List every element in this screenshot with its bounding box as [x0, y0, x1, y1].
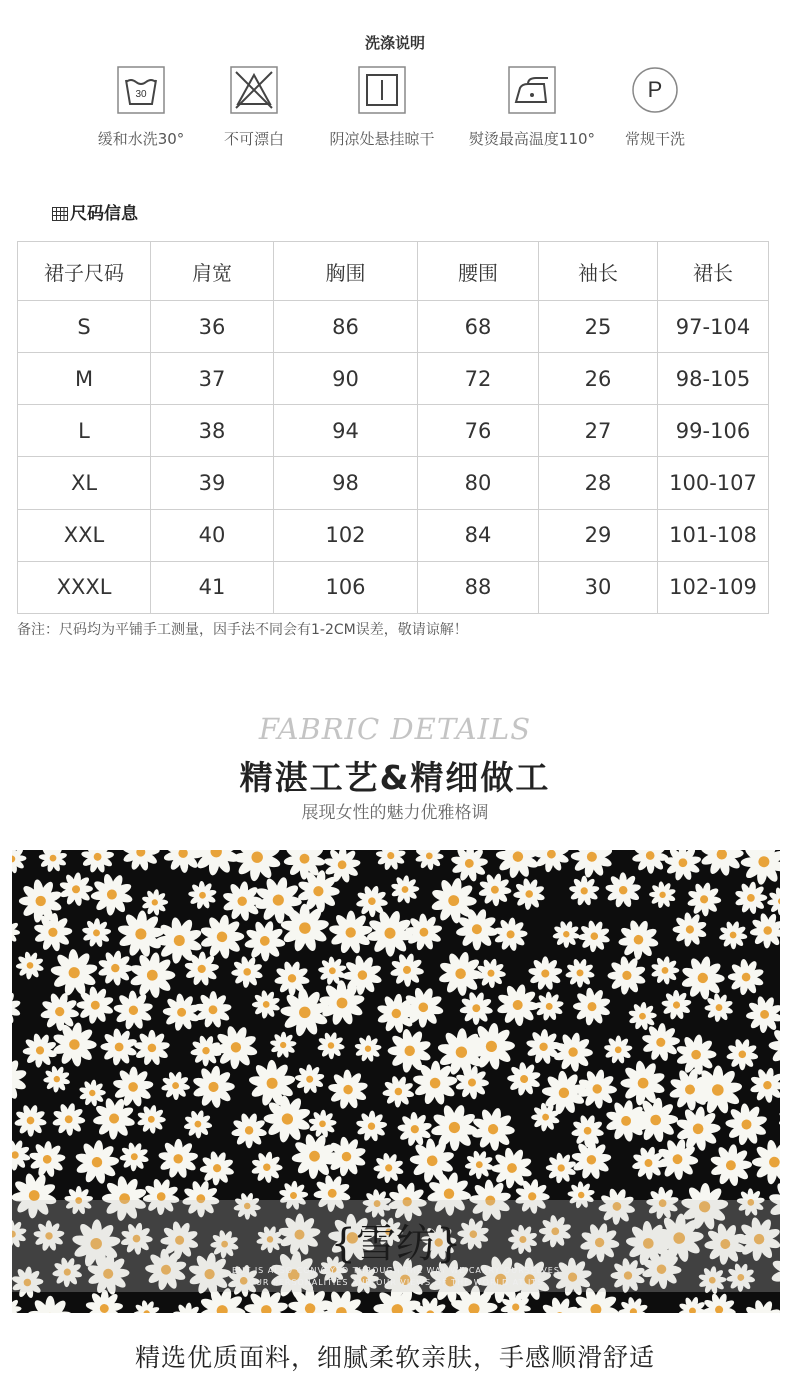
fabric-caption-line1: BUT IS ALSO CONVEYED THROUGH THE WAY WE CARRY OURSELVES — [232, 1266, 560, 1275]
fabric-name: {雪纺} — [330, 1221, 462, 1267]
header-sleeve: 袖长 — [539, 242, 658, 301]
header-waist: 腰围 — [418, 242, 539, 301]
cell-length: 98-105 — [658, 353, 769, 405]
fabric-heading-cn: 精湛工艺&精细做工 — [239, 758, 551, 797]
cell-shoulder: 40 — [151, 509, 274, 561]
svg-text:P: P — [647, 77, 663, 102]
fabric-caption-line2: OUR PERSONALITIES AND OUR VIEWS OF THE WORLD AT ITS — [248, 1278, 544, 1287]
header-bust: 胸围 — [274, 242, 418, 301]
table-row — [18, 509, 769, 561]
header-length: 裙长 — [658, 242, 769, 301]
header-size: 裙子尺码 — [18, 242, 151, 301]
cell-length: 97-104 — [658, 301, 769, 353]
cell-waist: 84 — [418, 509, 539, 561]
cell-sleeve: 29 — [539, 509, 658, 561]
cell-size: XL — [18, 457, 151, 509]
cell-bust: 94 — [274, 405, 418, 457]
cell-sleeve: 27 — [539, 405, 658, 457]
cell-shoulder: 39 — [151, 457, 274, 509]
cell-shoulder: 38 — [151, 405, 274, 457]
care-item-dry — [307, 66, 457, 149]
cell-length: 100-107 — [658, 457, 769, 509]
fabric-heading-en: FABRIC DETAILS — [258, 712, 532, 746]
no-bleach-icon — [230, 66, 278, 114]
cell-waist: 76 — [418, 405, 539, 457]
cell-size: L — [18, 405, 151, 457]
drip-dry-shade-icon — [358, 66, 406, 114]
cell-bust: 106 — [274, 561, 418, 613]
table-row — [18, 457, 769, 509]
cell-length: 102-109 — [658, 561, 769, 613]
cell-sleeve: 28 — [539, 457, 658, 509]
table-grid-icon — [52, 207, 68, 221]
cell-sleeve: 25 — [539, 301, 658, 353]
care-instructions — [0, 66, 790, 166]
wash-30-icon — [117, 66, 165, 114]
cell-waist: 68 — [418, 301, 539, 353]
cell-sleeve: 30 — [539, 561, 658, 613]
iron-icon — [508, 66, 556, 114]
care-label-iron: 熨烫最高温度110° — [468, 130, 596, 148]
care-label-wash: 缓和水洗30° — [97, 130, 185, 148]
table-row — [18, 561, 769, 613]
care-label-bleach: 不可漂白 — [223, 130, 284, 148]
cell-size: XXL — [18, 509, 151, 561]
cell-waist: 80 — [418, 457, 539, 509]
cell-length: 101-108 — [658, 509, 769, 561]
dry-clean-icon — [631, 66, 679, 114]
size-table — [17, 241, 769, 614]
care-title: 洗涤说明 — [364, 34, 425, 52]
cell-size: XXXL — [18, 561, 151, 613]
cell-length: 99-106 — [658, 405, 769, 457]
size-note: 备注：尺码均为平铺手工测量，因手法不同会有1-2CM误差，敬请谅解！ — [17, 622, 468, 638]
fabric-subheading: 展现女性的魅力优雅格调 — [301, 803, 489, 823]
svg-text:30: 30 — [135, 89, 147, 100]
size-info-title: 尺码信息 — [70, 204, 138, 224]
cell-sleeve: 26 — [539, 353, 658, 405]
cell-bust: 90 — [274, 353, 418, 405]
cell-bust: 86 — [274, 301, 418, 353]
size-info-heading — [52, 199, 138, 224]
care-label-dry: 阴凉处悬挂晾干 — [329, 130, 435, 148]
header-shoulder: 肩宽 — [151, 242, 274, 301]
table-row — [18, 353, 769, 405]
care-label-dryclean: 常规干洗 — [624, 130, 685, 148]
cell-waist: 72 — [418, 353, 539, 405]
cell-shoulder: 41 — [151, 561, 274, 613]
cell-size: S — [18, 301, 151, 353]
cell-shoulder: 36 — [151, 301, 274, 353]
cell-shoulder: 37 — [151, 353, 274, 405]
cell-size: M — [18, 353, 151, 405]
fabric-description: 精选优质面料，细腻柔软亲肤，手感顺滑舒适 — [134, 1343, 655, 1372]
fabric-photo — [12, 850, 780, 1313]
care-item-dryclean — [580, 66, 730, 149]
cell-bust: 102 — [274, 509, 418, 561]
size-table-header — [18, 242, 769, 301]
cell-waist: 88 — [418, 561, 539, 613]
table-row — [18, 405, 769, 457]
table-row — [18, 301, 769, 353]
cell-bust: 98 — [274, 457, 418, 509]
